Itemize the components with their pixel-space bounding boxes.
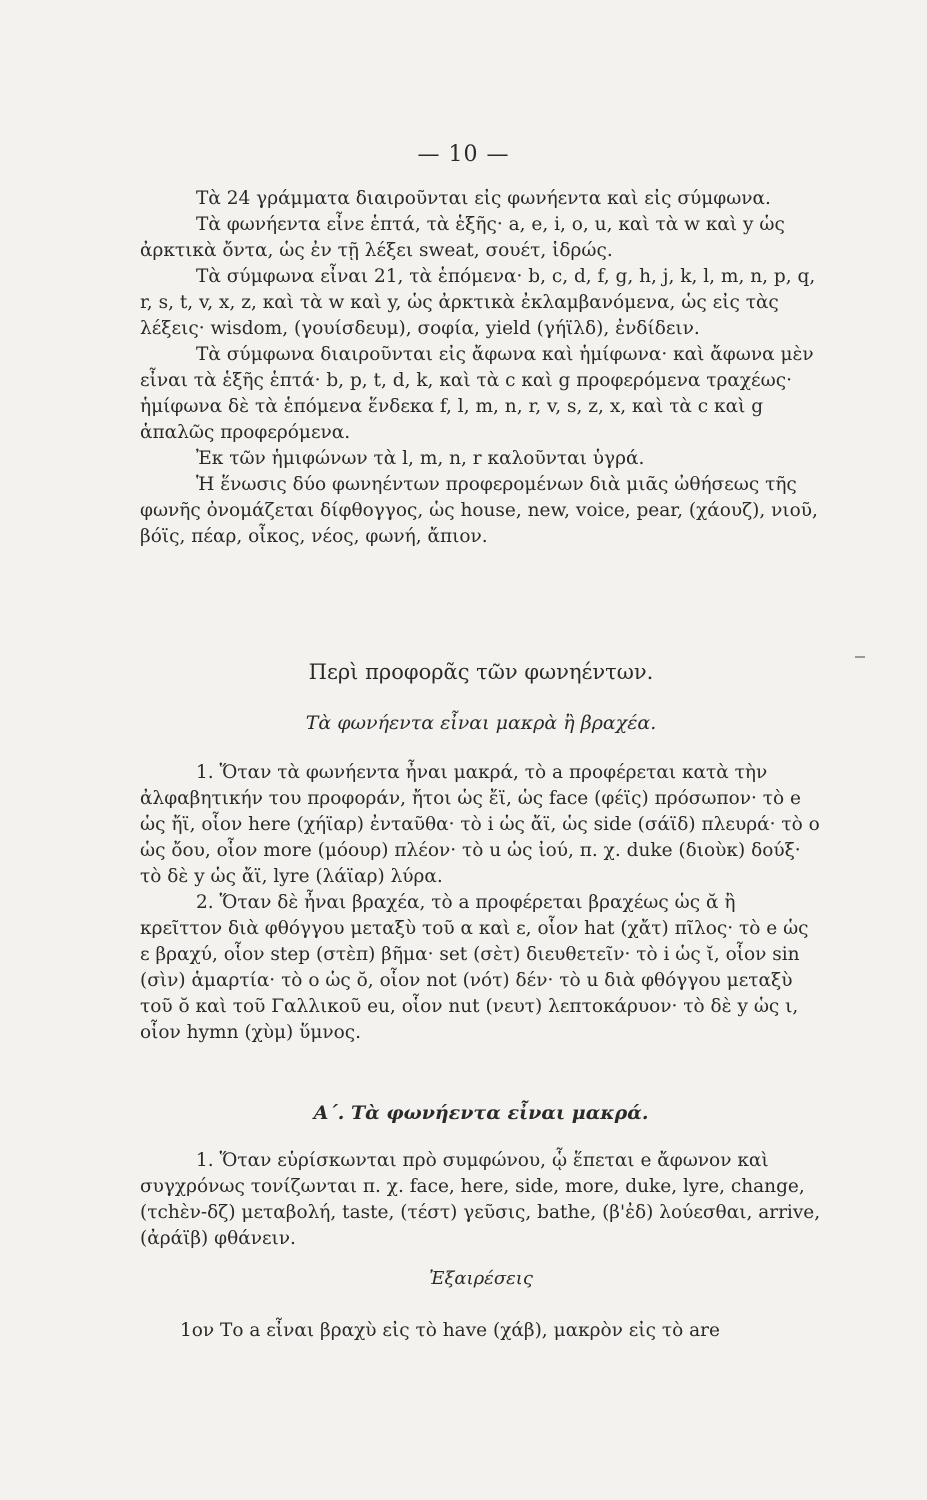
section-subheading: Τὰ φωνήεντα εἶναι μακρὰ ἢ βραχέα.: [305, 712, 657, 734]
exceptions-title: Ἐξαιρέσεις: [429, 1268, 533, 1289]
paragraph: Τὰ σύμφωνα διαιροῦνται εἰς ἄφωνα καὶ ἡμίφωνα· καὶ ἄφωνα μὲν εἶναι τὰ ἑξῆς ἑπτά· b, p, t, d, k, καὶ τὰ c καὶ g προφερόμενα τραχέως· ἡμίφωνα δὲ τὰ ἑπόμενα ἕνδεκα f, l, m, n, r, v, s, z, x, καὶ τὰ c καὶ g ἁπαλῶς προφερόμενα.: [140, 344, 814, 443]
paragraph: Τὰ σύμφωνα εἶναι 21, τὰ ἑπόμενα· b, c, d, f, g, h, j, k, l, m, n, p, q, r, s, t, v, x, z, καὶ τὰ w καὶ y, ὡς ἀρκτικὰ ἐκλαμβανόμενα, ὡς εἰς τὰς λέξεις· wisdom, (γουίσδευμ), σοφία, yield (γήϊλδ), ἐνδίδειν.: [140, 266, 816, 339]
subsection-title: Α΄. Τὰ φωνήεντα εἶναι μακρά.: [313, 1102, 649, 1124]
rule-item: 1. Ὅταν εὑρίσκωνται πρὸ συμφώνου, ᾧ ἕπεται e ἄφωνον καὶ συγχρόνως τονίζωνται π. χ. face, here, side, more, duke, lyre, change, (τchὲν-δζ) μεταβολή, taste, (τέστ) γεῦσις, bathe, (β'ἐδ) λούεσθαι, arrive, (ἀράϊβ) φθάνειν.: [140, 1150, 821, 1249]
long-vowel-rules: [140, 1148, 822, 1252]
page-number: — 10 —: [417, 142, 510, 167]
paragraph: Τὰ φωνήεντα εἶνε ἑπτά, τὰ ἑξῆς· a, e, i, o, u, καὶ τὰ w καὶ y ὡς ἀρκτικὰ ὄντα, ὡς ἐν τῇ λέξει sweat, σουέτ, ἱδρώς.: [140, 214, 785, 261]
rule-item: 1. Ὅταν τὰ φωνήεντα ἦναι μακρά, τὸ a προφέρεται κατὰ τὴν ἀλφαβητικήν του προφοράν, ἤτοι ὡς ἔϊ, ὡς face (φέϊς) πρόσωπον· τὸ e ὡς ἤϊ, οἷον here (χήϊαρ) ἐνταῦθα· τὸ i ὡς ἄϊ, ὡς side (σάϊδ) πλευρά· τὸ o ὡς ὄου, οἷον more (μόουρ) πλέον· τὸ u ὡς ἰού, π. χ. duke (διοὺκ) δούξ· τὸ δὲ y ὡς ἄϊ, lyre (λάϊαρ) λύρα.: [140, 762, 820, 887]
exception-item: 1ον Το a εἶναι βραχὺ εἰς τὸ have (χάβ), μακρὸν εἰς τὸ are: [180, 1320, 720, 1341]
paragraph: Ἐκ τῶν ἡμιφώνων τὰ l, m, n, r καλοῦνται ὑγρά.: [196, 448, 645, 469]
margin-mark: [855, 656, 865, 658]
paragraph: Τὰ 24 γράμματα διαιροῦνται εἰς φωνήεντα καὶ εἰς σύμφωνα.: [196, 188, 771, 209]
rules-list: [140, 760, 822, 1046]
rule-item: 2. Ὅταν δὲ ἦναι βραχέα, τὸ a προφέρεται βραχέως ὡς ᾰ ἢ κρεῖττον διὰ φθόγγου μεταξὺ τοῦ α καὶ ε, οἷον hat (χἄτ) πῖλος· τὸ e ὡς ε βραχύ, οἷον step (στὲπ) βῆμα· set (σὲτ) διευθετεῖν· τὸ i ὡς ῐ, οἷον sin (σὶν) ἁμαρτία· τὸ o ὡς ŏ, οἷον not (νότ) δέν· τὸ u διὰ φθόγγου μεταξὺ τοῦ ŏ καὶ τοῦ Γαλλικοῦ eu, οἷον nut (νευτ) λεπτοκάρυον· τὸ δὲ y ὡς ι, οἷον hymn (χὺμ) ὕμνος.: [140, 892, 809, 1043]
paragraph: Ἡ ἕνωσις δύο φωνηέντων προφερομένων διὰ μιᾶς ὠθήσεως τῆς φωνῆς ὀνομάζεται δίφθογγος, ὡς house, new, voice, pear, (χάουζ), νιοῦ, βόϊς, πέαρ, οἶκος, νέος, φωνή, ἄπιον.: [140, 474, 818, 547]
intro-text: [140, 186, 822, 550]
section-heading: Περὶ προφορᾶς τῶν φωνηέντων.: [308, 660, 654, 684]
